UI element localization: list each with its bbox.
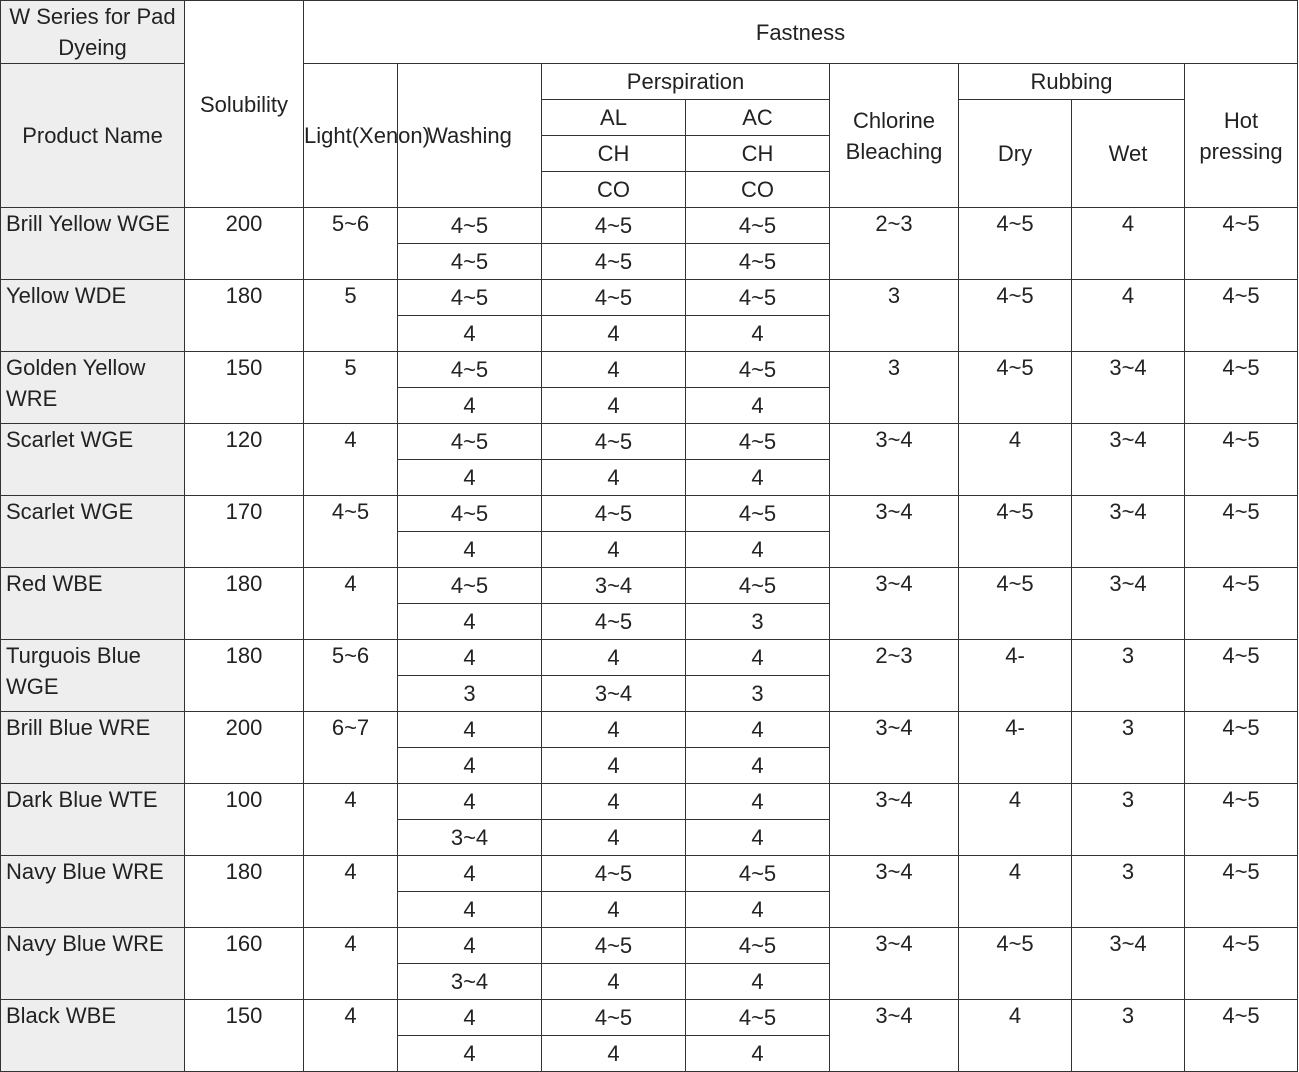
light-cell: 5 bbox=[304, 280, 398, 352]
washing-cell: 4~5 bbox=[398, 496, 542, 532]
dry-header bbox=[959, 100, 1072, 208]
washing-cell: 4 bbox=[398, 712, 542, 748]
product-name-cell: Brill Blue WRE bbox=[1, 712, 185, 784]
perspiration-ac-cell: 3 bbox=[686, 604, 830, 640]
washing-label: Washing bbox=[427, 123, 512, 148]
chlorine-cell: 3~4 bbox=[830, 568, 959, 640]
perspiration-ac-cell: 4~5 bbox=[686, 244, 830, 280]
washing-cell: 4 bbox=[398, 856, 542, 892]
solubility-cell: 150 bbox=[185, 1000, 304, 1072]
light-cell: 4 bbox=[304, 784, 398, 856]
perspiration-al-cell: 4~5 bbox=[542, 604, 686, 640]
light-cell: 4~5 bbox=[304, 496, 398, 568]
table-row bbox=[1, 208, 1298, 244]
table-row bbox=[1, 640, 1298, 676]
ch-label: CH bbox=[741, 141, 774, 166]
washing-cell: 4~5 bbox=[398, 352, 542, 388]
perspiration-al-cell: 4~5 bbox=[542, 244, 686, 280]
perspiration-al-cell: 4~5 bbox=[542, 1000, 686, 1036]
solubility-cell: 180 bbox=[185, 280, 304, 352]
hot-pressing-label: Hot pressing bbox=[1199, 107, 1283, 164]
washing-cell: 4 bbox=[398, 316, 542, 352]
perspiration-ac-cell: 4 bbox=[686, 748, 830, 784]
perspiration-al-cell: 4 bbox=[542, 748, 686, 784]
perspiration-ac-cell: 4~5 bbox=[686, 568, 830, 604]
perspiration-al-cell: 4 bbox=[542, 532, 686, 568]
rubbing-dry-cell: 4~5 bbox=[959, 496, 1072, 568]
rubbing-dry-cell: 4~5 bbox=[959, 928, 1072, 1000]
light-label: Light(Xenon) bbox=[304, 123, 430, 148]
perspiration-al-cell: 4~5 bbox=[542, 856, 686, 892]
perspiration-al-cell: 3~4 bbox=[542, 676, 686, 712]
rubbing-label: Rubbing bbox=[1030, 69, 1113, 94]
washing-cell: 4 bbox=[398, 748, 542, 784]
perspiration-al-cell: 4 bbox=[542, 784, 686, 820]
rubbing-dry-cell: 4~5 bbox=[959, 208, 1072, 280]
hot-pressing-cell: 4~5 bbox=[1185, 496, 1298, 568]
perspiration-al-cell: 4~5 bbox=[542, 496, 686, 532]
perspiration-ac-cell: 4~5 bbox=[686, 928, 830, 964]
perspiration-al-cell: 4 bbox=[542, 640, 686, 676]
washing-cell: 3~4 bbox=[398, 820, 542, 856]
chlorine-cell: 3~4 bbox=[830, 712, 959, 784]
light-cell: 5~6 bbox=[304, 208, 398, 280]
perspiration-ac-cell: 4 bbox=[686, 460, 830, 496]
wet-label: Wet bbox=[1108, 141, 1148, 166]
chlorine-cell: 3~4 bbox=[830, 496, 959, 568]
perspiration-ac-cell: 4 bbox=[686, 316, 830, 352]
perspiration-ac-cell: 4~5 bbox=[686, 496, 830, 532]
perspiration-al-cell: 4~5 bbox=[542, 424, 686, 460]
light-cell: 4 bbox=[304, 424, 398, 496]
rubbing-wet-cell: 3~4 bbox=[1072, 424, 1185, 496]
washing-cell: 4 bbox=[398, 640, 542, 676]
washing-cell: 4 bbox=[398, 460, 542, 496]
product-name-header bbox=[1, 64, 185, 208]
light-cell: 4 bbox=[304, 928, 398, 1000]
product-name-cell: Red WBE bbox=[1, 568, 185, 640]
fastness-label: Fastness bbox=[755, 19, 846, 45]
chlorine-cell: 3 bbox=[830, 352, 959, 424]
series-title-cell bbox=[1, 1, 185, 64]
rubbing-dry-cell: 4 bbox=[959, 1000, 1072, 1072]
product-name-cell: Golden Yellow WRE bbox=[1, 352, 185, 424]
light-cell: 4 bbox=[304, 856, 398, 928]
light-cell: 5 bbox=[304, 352, 398, 424]
perspiration-al-cell: 4 bbox=[542, 712, 686, 748]
rubbing-dry-cell: 4- bbox=[959, 640, 1072, 712]
table-row bbox=[1, 856, 1298, 892]
washing-cell: 4 bbox=[398, 784, 542, 820]
rubbing-wet-cell: 3~4 bbox=[1072, 568, 1185, 640]
perspiration-ac-cell: 4 bbox=[686, 892, 830, 928]
table-row bbox=[1, 496, 1298, 532]
perspiration-al-cell: 4 bbox=[542, 388, 686, 424]
co-label: CO bbox=[741, 177, 774, 202]
hot-pressing-cell: 4~5 bbox=[1185, 352, 1298, 424]
product-name-cell: Scarlet WGE bbox=[1, 424, 185, 496]
product-name-cell: Yellow WDE bbox=[1, 280, 185, 352]
wet-header bbox=[1072, 100, 1185, 208]
table-row bbox=[1, 1000, 1298, 1036]
rubbing-wet-cell: 3~4 bbox=[1072, 928, 1185, 1000]
hot-pressing-cell: 4~5 bbox=[1185, 640, 1298, 712]
chlorine-cell: 3~4 bbox=[830, 784, 959, 856]
ac-co-header bbox=[686, 172, 830, 208]
solubility-label: Solubility bbox=[199, 91, 289, 117]
perspiration-al-cell: 3~4 bbox=[542, 568, 686, 604]
rubbing-wet-cell: 3~4 bbox=[1072, 496, 1185, 568]
perspiration-al-cell: 4 bbox=[542, 352, 686, 388]
washing-cell: 4~5 bbox=[398, 424, 542, 460]
chlorine-header bbox=[830, 64, 959, 208]
rubbing-wet-cell: 3 bbox=[1072, 640, 1185, 712]
rubbing-wet-cell: 3 bbox=[1072, 856, 1185, 928]
perspiration-ac-cell: 4 bbox=[686, 964, 830, 1000]
ch-label: CH bbox=[597, 141, 630, 166]
product-name-cell: Black WBE bbox=[1, 1000, 185, 1072]
perspiration-ac-cell: 3 bbox=[686, 676, 830, 712]
rubbing-wet-cell: 3 bbox=[1072, 712, 1185, 784]
table-row bbox=[1, 712, 1298, 748]
solubility-cell: 170 bbox=[185, 496, 304, 568]
light-cell: 5~6 bbox=[304, 640, 398, 712]
product-name-label: Product Name bbox=[22, 123, 163, 148]
solubility-cell: 200 bbox=[185, 208, 304, 280]
light-cell: 6~7 bbox=[304, 712, 398, 784]
rubbing-wet-cell: 3 bbox=[1072, 784, 1185, 856]
light-cell: 4 bbox=[304, 568, 398, 640]
solubility-cell: 180 bbox=[185, 568, 304, 640]
perspiration-header bbox=[542, 64, 830, 100]
perspiration-ac-cell: 4 bbox=[686, 1036, 830, 1072]
perspiration-al-cell: 4~5 bbox=[542, 928, 686, 964]
hot-pressing-cell: 4~5 bbox=[1185, 784, 1298, 856]
product-name-cell: Navy Blue WRE bbox=[1, 928, 185, 1000]
washing-cell: 4 bbox=[398, 1000, 542, 1036]
perspiration-al-cell: 4 bbox=[542, 1036, 686, 1072]
table-body bbox=[1, 208, 1298, 1072]
product-name-cell: Navy Blue WRE bbox=[1, 856, 185, 928]
product-name-cell: Scarlet WGE bbox=[1, 496, 185, 568]
perspiration-ac-cell: 4~5 bbox=[686, 424, 830, 460]
washing-cell: 4~5 bbox=[398, 280, 542, 316]
chlorine-cell: 2~3 bbox=[830, 640, 959, 712]
chlorine-cell: 2~3 bbox=[830, 208, 959, 280]
perspiration-al-cell: 4 bbox=[542, 820, 686, 856]
rubbing-header bbox=[959, 64, 1185, 100]
product-name-cell: Brill Yellow WGE bbox=[1, 208, 185, 280]
rubbing-wet-cell: 4 bbox=[1072, 280, 1185, 352]
al-co-header bbox=[542, 172, 686, 208]
table-row bbox=[1, 928, 1298, 964]
product-name-cell: Turguois Blue WGE bbox=[1, 640, 185, 712]
light-header bbox=[304, 64, 430, 208]
washing-cell: 4~5 bbox=[398, 568, 542, 604]
chlorine-cell: 3~4 bbox=[830, 1000, 959, 1072]
table-row bbox=[1, 352, 1298, 388]
washing-cell: 3~4 bbox=[398, 964, 542, 1000]
chlorine-cell: 3~4 bbox=[830, 424, 959, 496]
hot-pressing-cell: 4~5 bbox=[1185, 424, 1298, 496]
table-row bbox=[1, 568, 1298, 604]
table-row bbox=[1, 424, 1298, 460]
rubbing-dry-cell: 4 bbox=[959, 424, 1072, 496]
solubility-cell: 120 bbox=[185, 424, 304, 496]
washing-cell: 3 bbox=[398, 676, 542, 712]
washing-cell: 4 bbox=[398, 1036, 542, 1072]
perspiration-ac-cell: 4~5 bbox=[686, 208, 830, 244]
rubbing-dry-cell: 4 bbox=[959, 856, 1072, 928]
washing-cell: 4 bbox=[398, 388, 542, 424]
solubility-cell: 100 bbox=[185, 784, 304, 856]
hot-pressing-cell: 4~5 bbox=[1185, 208, 1298, 280]
rubbing-dry-cell: 4- bbox=[959, 712, 1072, 784]
hot-pressing-cell: 4~5 bbox=[1185, 856, 1298, 928]
perspiration-ac-cell: 4~5 bbox=[686, 352, 830, 388]
ac-header bbox=[686, 100, 830, 136]
perspiration-ac-cell: 4~5 bbox=[686, 856, 830, 892]
solubility-cell: 150 bbox=[185, 352, 304, 424]
perspiration-al-cell: 4~5 bbox=[542, 280, 686, 316]
hot-pressing-cell: 4~5 bbox=[1185, 568, 1298, 640]
rubbing-wet-cell: 3 bbox=[1072, 1000, 1185, 1072]
rubbing-dry-cell: 4~5 bbox=[959, 568, 1072, 640]
light-cell: 4 bbox=[304, 1000, 398, 1072]
ac-label: AC bbox=[742, 105, 773, 130]
hot-pressing-cell: 4~5 bbox=[1185, 928, 1298, 1000]
hot-pressing-cell: 4~5 bbox=[1185, 1000, 1298, 1072]
solubility-cell: 180 bbox=[185, 856, 304, 928]
washing-cell: 4 bbox=[398, 604, 542, 640]
hot-pressing-header bbox=[1185, 64, 1298, 208]
perspiration-ac-cell: 4 bbox=[686, 820, 830, 856]
washing-cell: 4~5 bbox=[398, 208, 542, 244]
hot-pressing-cell: 4~5 bbox=[1185, 712, 1298, 784]
chlorine-cell: 3~4 bbox=[830, 928, 959, 1000]
ac-ch-header bbox=[686, 136, 830, 172]
perspiration-ac-cell: 4 bbox=[686, 532, 830, 568]
table-row bbox=[1, 280, 1298, 316]
co-label: CO bbox=[597, 177, 630, 202]
perspiration-ac-cell: 4 bbox=[686, 712, 830, 748]
perspiration-al-cell: 4 bbox=[542, 460, 686, 496]
chlorine-cell: 3~4 bbox=[830, 856, 959, 928]
product-name-cell: Dark Blue WTE bbox=[1, 784, 185, 856]
perspiration-ac-cell: 4 bbox=[686, 784, 830, 820]
al-ch-header bbox=[542, 136, 686, 172]
rubbing-wet-cell: 3~4 bbox=[1072, 352, 1185, 424]
al-label: AL bbox=[600, 105, 627, 130]
solubility-cell: 180 bbox=[185, 640, 304, 712]
perspiration-al-cell: 4 bbox=[542, 316, 686, 352]
perspiration-ac-cell: 4 bbox=[686, 388, 830, 424]
rubbing-dry-cell: 4~5 bbox=[959, 280, 1072, 352]
washing-cell: 4 bbox=[398, 892, 542, 928]
table-row bbox=[1, 784, 1298, 820]
perspiration-al-cell: 4~5 bbox=[542, 208, 686, 244]
solubility-cell: 160 bbox=[185, 928, 304, 1000]
perspiration-ac-cell: 4~5 bbox=[686, 280, 830, 316]
perspiration-al-cell: 4 bbox=[542, 892, 686, 928]
rubbing-dry-cell: 4 bbox=[959, 784, 1072, 856]
perspiration-ac-cell: 4~5 bbox=[686, 1000, 830, 1036]
washing-cell: 4 bbox=[398, 532, 542, 568]
al-header bbox=[542, 100, 686, 136]
chlorine-cell: 3 bbox=[830, 280, 959, 352]
solubility-cell: 200 bbox=[185, 712, 304, 784]
dry-label: Dry bbox=[997, 141, 1033, 166]
perspiration-ac-cell: 4 bbox=[686, 640, 830, 676]
perspiration-label: Perspiration bbox=[626, 69, 745, 94]
perspiration-al-cell: 4 bbox=[542, 964, 686, 1000]
washing-cell: 4~5 bbox=[398, 244, 542, 280]
fastness-header bbox=[304, 1, 1298, 64]
rubbing-wet-cell: 4 bbox=[1072, 208, 1185, 280]
rubbing-dry-cell: 4~5 bbox=[959, 352, 1072, 424]
solubility-header bbox=[185, 1, 304, 208]
hot-pressing-cell: 4~5 bbox=[1185, 280, 1298, 352]
chlorine-label: Chlorine Bleaching bbox=[845, 107, 943, 164]
washing-cell: 4 bbox=[398, 928, 542, 964]
series-title: W Series for Pad Dyeing bbox=[9, 4, 176, 60]
